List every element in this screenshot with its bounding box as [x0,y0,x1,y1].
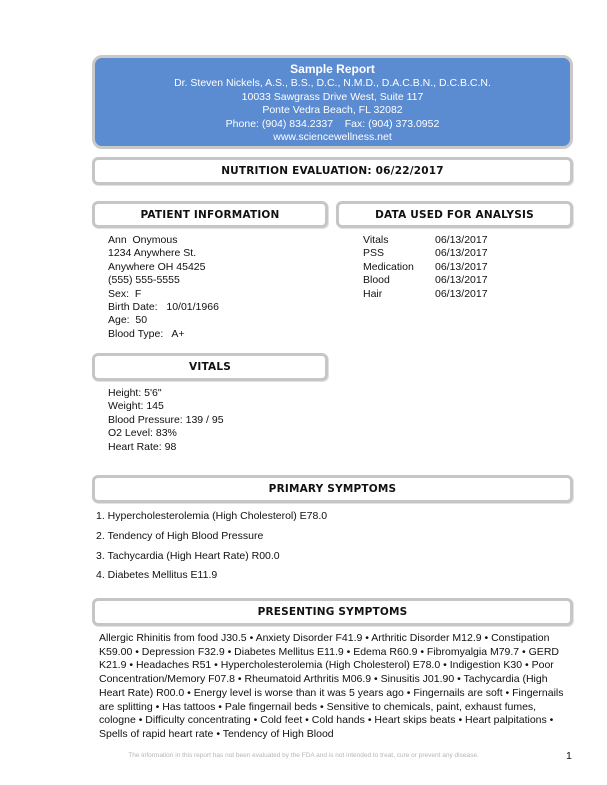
vitals-height: Height: 5'6" [108,387,162,399]
vitals-heart-rate: Heart Rate: 98 [108,440,177,453]
vitals-weight: Weight: 145 [108,400,164,413]
patient-blood-type: Blood Type: A+ [108,327,185,340]
analysis-label: Medication [363,260,414,273]
analysis-label: Hair [363,287,383,300]
patient-name: Ann Onymous [108,234,178,246]
presenting-symptoms-heading-text: PRESENTING SYMPTOMS [257,606,408,618]
analysis-date: 06/13/2017 [435,260,488,273]
list-item: 2. Tendency of High Blood Pressure [96,529,264,542]
analysis-date: 06/13/2017 [435,234,488,246]
doctor-name: Dr. Steven Nickels, A.S., B.S., D.C., N.M.D., D.A.C.B.N., D.C.B.C.N. [174,77,491,89]
patient-phone: (555) 555-5555 [108,274,180,287]
presenting-symptoms-heading [92,598,573,626]
page-number: 1 [566,750,572,762]
patient-street: 1234 Anywhere St. [108,247,197,260]
analysis-data-block [363,234,488,301]
patient-info-heading [92,201,328,228]
vitals-block [108,387,224,454]
phone-fax: Phone: (904) 834.2337 Fax: (904) 373.0952 [225,117,440,130]
vitals-blood-pressure: Blood Pressure: 139 / 95 [108,413,224,426]
vitals-heading [92,353,328,381]
patient-info-block [108,234,219,341]
patient-birth-date: Birth Date: 10/01/1966 [108,301,219,314]
analysis-row [363,261,488,274]
address-line-1: 10033 Sawgrass Drive West, Suite 117 [241,90,424,103]
patient-info-heading-text: PATIENT INFORMATION [140,208,280,221]
evaluation-title-text: NUTRITION EVALUATION: 06/22/2017 [221,165,444,177]
evaluation-title [92,157,573,185]
fda-disclaimer: The information in this report has not been evaluated by the FDA and is not intended to treat, cure or prevent any disease. [128,752,479,759]
analysis-label: PSS [363,247,385,260]
vitals-heading-text: VITALS [189,361,231,373]
primary-symptoms-heading-text: PRIMARY SYMPTOMS [268,483,397,495]
primary-symptoms-list [96,510,327,589]
report-header [92,55,573,149]
analysis-date: 06/13/2017 [435,287,488,300]
analysis-label: Blood [363,274,390,287]
analysis-label: Vitals [363,234,389,246]
analysis-date: 06/13/2017 [435,247,488,260]
patient-age: Age: 50 [108,314,148,327]
analysis-row [363,274,488,287]
analysis-date: 06/13/2017 [435,274,488,287]
vitals-o2-level: O2 Level: 83% [108,427,177,440]
analysis-row [363,288,488,301]
analysis-row [363,247,488,260]
analysis-data-heading [336,201,573,228]
report-title: Sample Report [290,62,375,76]
patient-city: Anywhere OH 45425 [108,260,206,273]
list-item: 1. Hypercholesterolemia (High Cholesterol) E78.0 [96,510,328,522]
address-line-2: Ponte Vedra Beach, FL 32082 [262,104,403,116]
list-item: 4. Diabetes Mellitus E11.9 [96,569,218,582]
analysis-data-heading-text: DATA USED FOR ANALYSIS [375,208,534,221]
list-item: 3. Tachycardia (High Heart Rate) R00.0 [96,549,280,562]
primary-symptoms-heading [92,475,573,503]
analysis-row [363,234,488,247]
patient-sex: Sex: F [108,287,142,300]
presenting-symptoms-text: Allergic Rhinitis from food J30.5 • Anxiety Disorder F41.9 • Arthritic Disorder M12.9 • Constipation K59.00 • Depression F32.9 • Diabetes Mellitus E11.9 • Edema R60.9 • Fibromyalgia M79.7 • GERD K21.9 • Headaches R51 • Hypercholesterolemia (High Cholesterol) E78.0 • Indigestion K30 • Poor Concentration/Memory F07.8 • Rheumatoid Arthritis M06.9 • Sinusitis J01.90 • Tachycardia (High Heart Rate) R00.0 • Energy level is worse than it was 5 years ago • Fingernails are soft • Fingernails are splitting • Has tattoos • Pale fingernail beds • Sensitive to chemicals, paint, exhaust fumes, cologne • Difficulty concentrating • Cold feet • Cold hands • Heart skips beats • Heart palpitations • Spells of rapid heart rate • Tendency of High Blood [99,632,564,740]
website: www.sciencewellness.net [273,131,392,143]
